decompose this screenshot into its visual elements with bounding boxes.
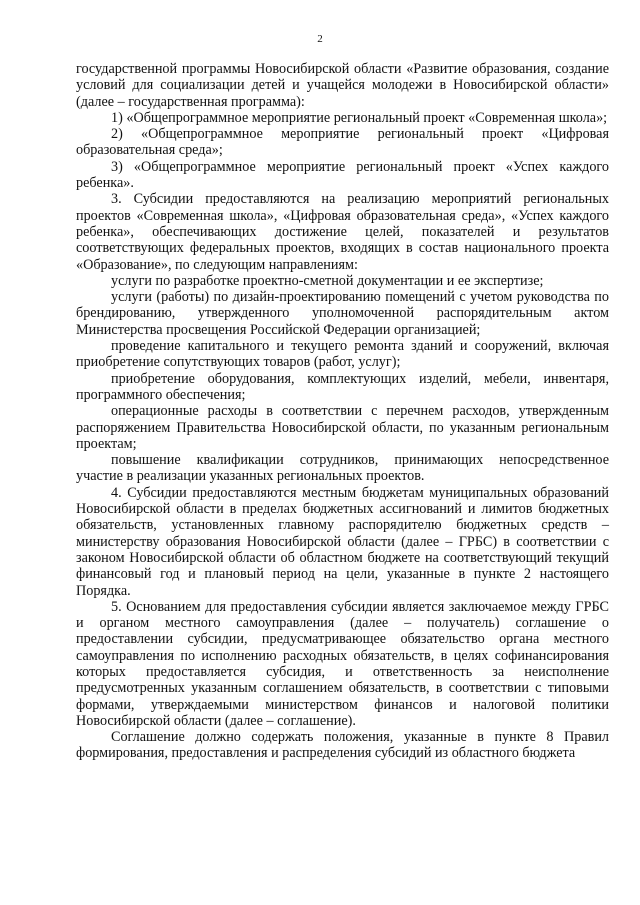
paragraph-direction-repair: проведение капитального и текущего ремонта зданий и сооружений, включая приобретение сопутствующих товаров (работ, услуг); (76, 338, 609, 371)
paragraph-clause-4: 4. Субсидии предоставляются местным бюджетам муниципальных образований Новосибирской области в пределах бюджетных ассигнований и лимитов бюджетных обязательств, установленных главному распорядителю бюджетных средств – министерству образования Новосибирской области (далее – ГРБС) в соответствии с законом Новосибирской области об областном бюджете на соответствующий текущий финансовый год и плановый период на цели, указанные в пункте 2 настоящего Порядка. (76, 484, 609, 599)
paragraph-program-intro: государственной программы Новосибирской области «Развитие образования, создание условий для социализации детей и учащейся молодежи в Новосибирской области» (далее – государственная программа): (76, 61, 609, 110)
paragraph-clause-5: 5. Основанием для предоставления субсидии является заключаемое между ГРБС и органом местного самоуправления (далее – получатель) соглашение о предоставлении субсидии, предусматривающее обязательство органа местного самоуправления по исполнению расходных обязательств, в целях софинансирования которых предоставляется субсидия, и ответственность за неисполнение предусмотренных указанным соглашением обязательств, в соответствии с типовыми формами, утверждаемыми министерством финансов и налоговой политики Новосибирской области (далее – соглашение). (76, 598, 609, 729)
paragraph-item-3: 3) «Общепрограммное мероприятие региональный проект «Успех каждого ребенка». (76, 158, 609, 192)
paragraph-clause-3: 3. Субсидии предоставляются на реализацию мероприятий региональных проектов «Современная школа», «Цифровая образовательная среда», «Успех каждого ребенка», обеспечивающих достижение целей, показателей и результатов соответствующих федеральных проектов, входящих в состав национального проекта «Образование», по следующим направлениям: (76, 191, 609, 273)
paragraph-direction-design-project: услуги (работы) по дизайн-проектированию помещений с учетом руководства по брендированию, утвержденного уполномоченной распорядительным актом Министерства просвещения Российской Федерации организацией; (76, 289, 609, 338)
document-body (76, 61, 609, 762)
page-number: 2 (317, 33, 323, 45)
paragraph-direction-operational: операционные расходы в соответствии с перечнем расходов, утвержденным распоряжением Правительства Новосибирской области, по указанным региональным проектам; (76, 403, 609, 452)
paragraph-direction-design-docs: услуги по разработке проектно-сметной документации и ее экспертизе; (111, 272, 544, 289)
paragraph-item-2: 2) «Общепрограммное мероприятие региональный проект «Цифровая образовательная среда»; (76, 126, 609, 159)
paragraph-item-1: 1) «Общепрограммное мероприятие региональный проект «Современная школа»; (111, 109, 608, 126)
paragraph-agreement: Соглашение должно содержать положения, указанные в пункте 8 Правил формирования, предоставления и распределения субсидий из областного бюджета (76, 729, 609, 762)
paragraph-direction-training: повышение квалификации сотрудников, принимающих непосредственное участие в реализации указанных региональных проектов. (76, 452, 609, 485)
paragraph-direction-equipment: приобретение оборудования, комплектующих изделий, мебели, инвентаря, программного обеспечения; (76, 370, 609, 403)
